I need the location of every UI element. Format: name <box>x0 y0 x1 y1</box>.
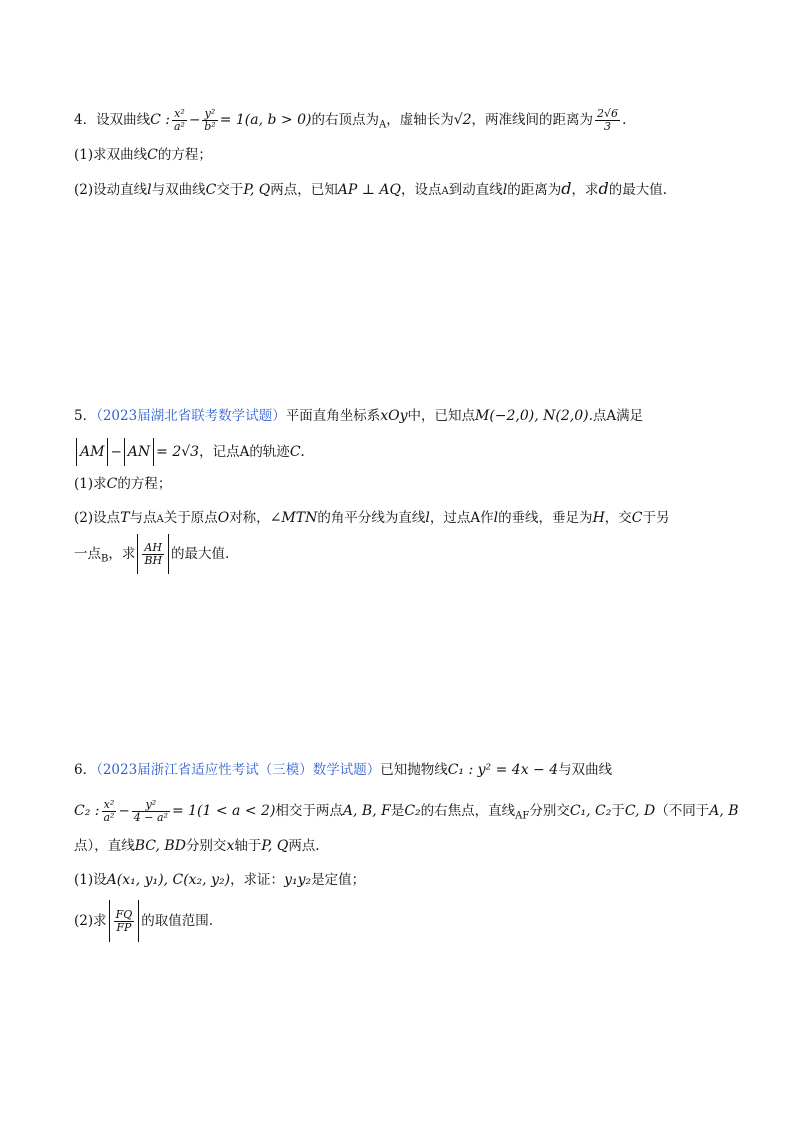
q6-ratio-den: FP <box>116 921 132 934</box>
q6-number: 6． <box>74 762 97 778</box>
q5-p2-g: 作 <box>480 510 494 526</box>
q5-p2-c-curve: C <box>631 510 643 526</box>
q6-line3 <box>74 832 734 860</box>
q6-stem <box>74 756 734 784</box>
q4-sqrt2: √2 <box>453 112 472 128</box>
q4-p2-l2: l <box>502 182 508 198</box>
q5-part1 <box>74 470 734 498</box>
q5-p2-a: (2)设点 <box>74 510 121 526</box>
q4-p2-l: l <box>147 182 152 198</box>
q6-c1c2: C₁, C₂ <box>569 803 612 819</box>
q5-p2-i: ，交 <box>604 510 632 526</box>
q5-l1-d: 满足 <box>616 408 644 424</box>
q6-ab: A, B <box>709 803 739 819</box>
q5-l2-end: . <box>300 444 305 460</box>
q6-ratio-num: FQ <box>115 908 133 921</box>
q4-p2-perp: AP ⊥ AQ <box>337 182 401 198</box>
q6-l3-d: 两点. <box>288 838 320 854</box>
q6-p2-b: 的取值范围. <box>141 913 214 929</box>
q5-p2-h: 的垂线，垂足为 <box>498 510 593 526</box>
q5-part2 <box>74 504 734 532</box>
q5-source: （2023届湖北省联考数学试题） <box>96 408 286 424</box>
q4-frac-y-num: y² <box>202 108 217 121</box>
q6-abf: A, B, F <box>342 803 391 819</box>
q4-p1-c: C <box>147 147 158 163</box>
q5-p1-c: C <box>106 476 118 492</box>
q4-p2-a: 与双曲线 <box>151 182 206 198</box>
q5-p2-a2: A <box>470 510 481 526</box>
q4-frac-y <box>202 108 217 133</box>
q5-l1-b: 中，已知点 <box>407 408 475 424</box>
q4-text: 设双曲线 <box>96 112 151 128</box>
q5-ratio <box>137 534 169 574</box>
q5-l2-b: 的轨迹 <box>249 444 290 460</box>
q6-eq: = 1(1 < a < 2) <box>171 803 276 819</box>
q5-part2-cont <box>74 534 734 574</box>
q6-p1-prod: y₁y₂ <box>284 872 312 888</box>
q4-text-mid2: ，虚轴长为 <box>386 112 454 128</box>
q4-p2-dvar2: d <box>598 179 609 198</box>
q6-parabola: C₁ : y² = 4x − 4 <box>447 762 559 778</box>
q5-l2-a-point: A <box>239 444 250 460</box>
q5-condition <box>74 438 734 466</box>
q6-p1-points: A(x₁, y₁), C(x₂, y₂) <box>106 872 231 888</box>
q5-number: 5． <box>74 408 97 424</box>
q4-p2-a-point: A <box>441 186 449 197</box>
q4-point-a: A <box>378 119 387 131</box>
q6-l2-c: 的右焦点，直线 <box>420 803 516 819</box>
q5-ratio-frac <box>142 542 164 567</box>
q6-frac2-den: 4 − a² <box>133 811 168 824</box>
q4-p2-dvar: d <box>561 179 572 198</box>
q5-p2-d: 对称， <box>229 510 270 526</box>
q4-minus: − <box>188 112 201 128</box>
q5-p2-l: l <box>425 510 430 526</box>
q4-stem <box>74 103 734 137</box>
q4-frac-x <box>172 108 187 133</box>
q4-frac-dist-den: 3 <box>604 120 612 133</box>
q6-frac1-num: x² <box>102 799 117 812</box>
q6-p2-a: (2)求 <box>74 913 107 929</box>
q4-frac-dist-num: 2√6 <box>597 107 619 120</box>
q5-l1-a-point: A <box>606 408 617 424</box>
q5-xoy: xOy <box>380 408 408 424</box>
q4-end: . <box>622 112 627 128</box>
q5-p1-pre: (1)求 <box>74 476 107 492</box>
q4-text-mid: 的右顶点为 <box>311 112 379 128</box>
q6-bcbd: BC, BD <box>134 838 186 854</box>
q4-p2-d: ，设点 <box>400 182 442 198</box>
q4-math: C : <box>150 112 170 128</box>
q5-p3-a: 一点 <box>74 546 101 562</box>
q6-ratio-frac <box>114 909 135 934</box>
q4-frac-x-den: a² <box>173 120 185 133</box>
q4-frac-y-den: b² <box>204 120 216 133</box>
q5-p2-t: T <box>120 510 130 526</box>
q6-l3-a: 点），直线 <box>74 838 135 854</box>
q5-p3-b: ，求 <box>108 546 136 562</box>
q6-part2 <box>74 900 734 942</box>
q4-p2-pq: P, Q <box>243 182 271 198</box>
q5-p2-b: 与点 <box>129 510 157 526</box>
q4-part1 <box>74 141 734 169</box>
q6-source: （2023届浙江省适应性考试（三模）数学试题） <box>96 762 381 778</box>
q5-ratio-den: BH <box>144 554 163 567</box>
q6-ratio <box>109 900 140 942</box>
q6-minus: − <box>118 803 130 819</box>
q4-p1-post: 的方程； <box>157 147 212 163</box>
q4-text-mid3: ，两准线间的距离为 <box>471 112 594 128</box>
q5-p3-b-point: B <box>101 553 109 565</box>
q5-abs-an: AN <box>124 438 154 466</box>
q6-l2-b: 是 <box>390 803 405 819</box>
q6-l2-f: （不同于 <box>655 803 710 819</box>
q4-p2-c-text: 两点，已知 <box>270 182 338 198</box>
q5-p2-e: 的角平分线为直线 <box>317 510 426 526</box>
q5-p3-c: 的最大值. <box>171 546 230 562</box>
q5-ratio-num: AH <box>142 542 164 555</box>
q4-p1-text: (1)求双曲线 <box>74 147 148 163</box>
q5-p2-l2: l <box>493 510 499 526</box>
q5-stem <box>74 402 734 430</box>
q6-l2-e: 于 <box>611 803 625 819</box>
q4-p2-c: C <box>205 182 217 198</box>
q6-frac1 <box>102 799 117 824</box>
q5-eq: = 2√3 <box>156 444 200 460</box>
q6-line2 <box>74 792 739 830</box>
q5-points-mn: M(−2,0), N(2,0) <box>475 408 589 424</box>
q6-l2-d: 分别交 <box>529 803 570 819</box>
q5-l2-c: C <box>289 444 301 460</box>
q4-number: 4． <box>74 112 97 128</box>
q6-frac2-num: y² <box>132 799 170 812</box>
q6-part1 <box>74 866 734 894</box>
q4-p2-h: 的最大值. <box>608 182 667 198</box>
q6-c2: C₂ : <box>74 803 100 819</box>
q5-minus: − <box>110 444 122 460</box>
q5-abs-am: AM <box>76 438 108 466</box>
q4-p2-e: 到动直线 <box>448 182 503 198</box>
q6-cd: C, D <box>624 803 656 819</box>
q5-l1-c: .点 <box>588 408 607 424</box>
q5-l2-a: ，记点 <box>199 444 240 460</box>
q6-frac2 <box>132 799 170 824</box>
q4-p2-f: 的距离为 <box>507 182 562 198</box>
question-6 <box>74 756 739 942</box>
q6-l3-b: 分别交 <box>185 838 227 854</box>
q5-p2-f: ，过点 <box>429 510 471 526</box>
q6-l3-c: 轴于 <box>234 838 262 854</box>
q5-p2-a-point: A <box>156 514 164 525</box>
q4-p2-b: 交于 <box>216 182 244 198</box>
q5-p2-j: 于另 <box>642 510 670 526</box>
q5-l1-a: 平面直角坐标系 <box>285 408 381 424</box>
q4-math-rest: = 1(a, b > 0) <box>219 112 312 128</box>
q4-part2 <box>74 175 734 203</box>
q5-p1-post: 的方程； <box>117 476 172 492</box>
q6-l1-b: 与双曲线 <box>558 762 613 778</box>
q4-p2-text: (2)设动直线 <box>74 182 148 198</box>
q5-p2-angle: ∠MTN <box>269 510 318 526</box>
q6-p1-c: 是定值； <box>311 872 366 888</box>
q5-p2-o: O <box>217 510 230 526</box>
q6-l1-a: 已知抛物线 <box>380 762 448 778</box>
q6-x: x <box>226 838 235 854</box>
q6-c2b: C₂ <box>404 803 421 819</box>
question-5 <box>74 402 734 574</box>
q6-l2-a: 相交于两点 <box>275 803 343 819</box>
question-4 <box>74 103 734 203</box>
q5-p2-c: 关于原点 <box>163 510 218 526</box>
q6-af: AF <box>515 810 530 822</box>
q4-frac-dist <box>595 108 620 133</box>
q6-pq: P, Q <box>261 838 289 854</box>
q6-frac1-den: a² <box>103 811 115 824</box>
q6-p1-a: (1)设 <box>74 872 107 888</box>
q6-p1-b: ，求证： <box>230 872 285 888</box>
q4-frac-x-num: x² <box>172 108 187 121</box>
q5-p2-h-point: H <box>592 510 605 526</box>
q4-p2-g: ，求 <box>571 182 599 198</box>
